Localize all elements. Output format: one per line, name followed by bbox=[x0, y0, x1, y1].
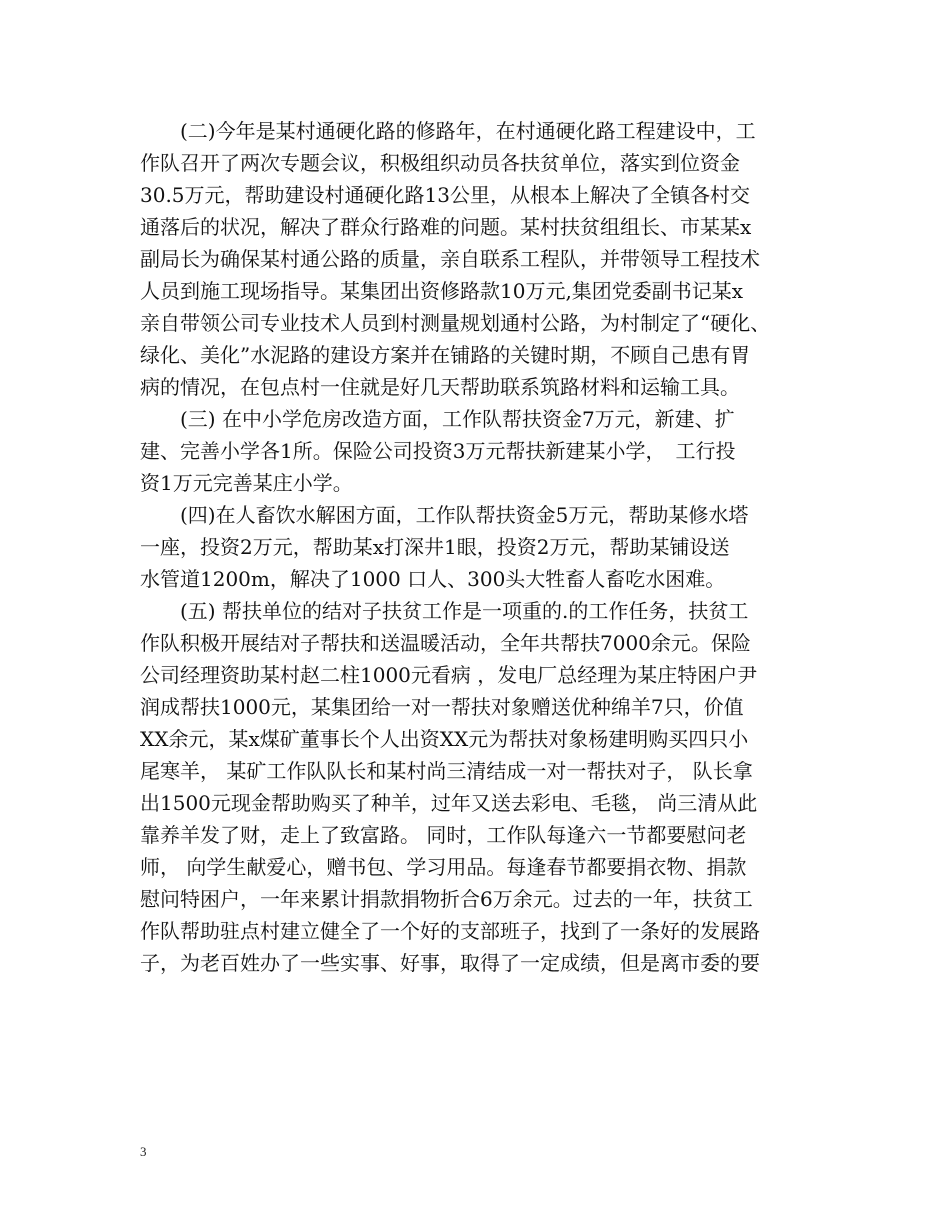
text-line: 30.5万元，帮助建设村通硬化路13公里，从根本上解决了全镇各村交 bbox=[140, 183, 750, 207]
text-line: XX余元，某x煤矿董事长个人出资XX元为帮扶对象杨建明购买四只小 bbox=[140, 727, 749, 751]
text-line: 建、完善小学各1所。保险公司投资3万元帮扶新建某小学， 工行投 bbox=[140, 439, 736, 463]
text-line: 副局长为确保某村通公路的质量，亲自联系工程队，并带领导工程技术 bbox=[140, 247, 760, 271]
text-line: 水管道1200m，解决了1000 口人、300头大牲畜人畜吃水困难。 bbox=[140, 567, 726, 591]
text-line: 润成帮扶1000元，某集团给一对一帮扶对象赠送优种绵羊7只，价值 bbox=[140, 695, 744, 719]
text-line: 子，为老百姓办了一些实事、好事，取得了一定成绩，但是离市委的要 bbox=[140, 951, 760, 975]
text-line: 作队召开了两次专题会议，积极组织动员各扶贫单位，落实到位资金 bbox=[140, 151, 740, 175]
text-line: 师， 向学生献爱心，赠书包、学习用品。每逢春节都要捐衣物、捐款 bbox=[140, 855, 747, 879]
body-text bbox=[140, 115, 820, 979]
text-line: 慰问特困户，一年来累计捐款捐物折合6万余元。过去的一年，扶贫工 bbox=[140, 887, 753, 911]
text-line: (三) 在中小学危房改造方面，工作队帮扶资金7万元，新建、扩 bbox=[140, 407, 735, 431]
text-line: (二)今年是某村通硬化路的修路年，在村通硬化路工程建设中，工 bbox=[140, 119, 756, 143]
text-line: 作队帮助驻点村建立健全了一个好的支部班子，找到了一条好的发展路 bbox=[140, 919, 760, 943]
text-line: 一座，投资2万元，帮助某x打深井1眼，投资2万元，帮助某铺设送 bbox=[140, 535, 730, 559]
page-number: 3 bbox=[140, 1144, 147, 1159]
text-line: 公司经理资助某村赵二柱1000元看病 ，发电厂总经理为某庄特困户尹 bbox=[140, 663, 758, 687]
text-line: (四)在人畜饮水解困方面，工作队帮扶资金5万元，帮助某修水塔 bbox=[140, 503, 749, 527]
text-line: 病的情况，在包点村一住就是好几天帮助联系筑路材料和运输工具。 bbox=[140, 375, 740, 399]
text-line: 尾寒羊， 某矿工作队队长和某村尚三清结成一对一帮扶对子， 队长拿 bbox=[140, 759, 753, 783]
text-line: 绿化、美化”水泥路的建设方案并在铺路的关键时期，不顾自己患有胃 bbox=[140, 343, 751, 367]
text-line: 靠养羊发了财，走上了致富路。 同时，工作队每逢六一节都要慰问老 bbox=[140, 823, 747, 847]
text-line: 资1万元完善某庄小学。 bbox=[140, 471, 353, 495]
text-line: 亲自带领公司专业技术人员到村测量规划通村公路，为村制定了“硬化、 bbox=[140, 311, 771, 335]
text-line: 通落后的状况，解决了群众行路难的问题。某村扶贫组组长、市某某x bbox=[140, 215, 752, 239]
text-line: 人员到施工现场指导。某集团出资修路款10万元,集团党委副书记某x bbox=[140, 279, 744, 303]
text-line: 出1500元现金帮助购买了种羊，过年又送去彩电、毛毯， 尚三清从此 bbox=[140, 791, 758, 815]
text-line: 作队积极开展结对子帮扶和送温暖活动，全年共帮扶7000余元。保险 bbox=[140, 631, 751, 655]
text-line: (五) 帮扶单位的结对子扶贫工作是一项重的.的工作任务，扶贫工 bbox=[140, 599, 749, 623]
